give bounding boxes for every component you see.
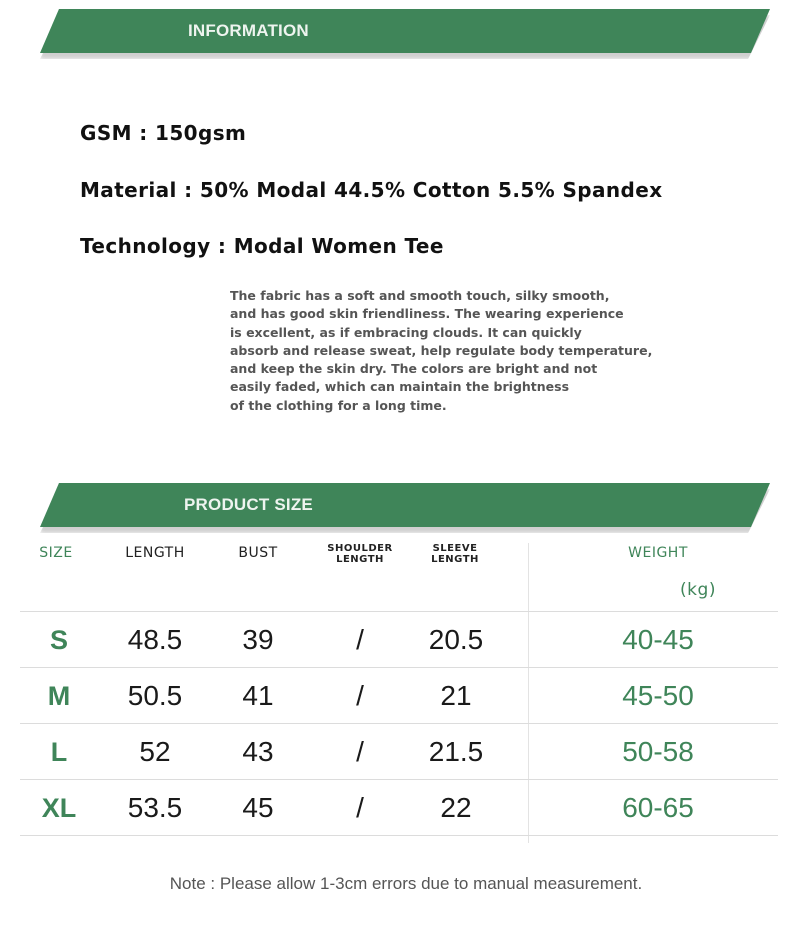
cell-weight: 45-50 [622, 680, 694, 711]
product-size-banner [40, 483, 770, 527]
cell-shoulder: / [356, 792, 364, 823]
description-line: The fabric has a soft and smooth touch, silky smooth, [230, 288, 610, 303]
cell-sleeve: 21 [440, 680, 472, 711]
cell-weight: 40-45 [622, 624, 694, 655]
size-row-s [0, 612, 800, 668]
spec-gsm: GSM : 150gsm [80, 121, 247, 145]
product-size-title: PRODUCT SIZE [184, 495, 313, 514]
cell-bust: 41 [242, 680, 274, 711]
cell-sleeve: 20.5 [428, 624, 484, 655]
description-line: and keep the skin dry. The colors are bright and not [230, 361, 598, 377]
header-sleeve-length [410, 543, 500, 565]
header-bust: BUST [238, 545, 278, 561]
cell-shoulder: / [356, 624, 364, 655]
measurement-note: Note : Please allow 1-3cm errors due to manual measurement. [169, 874, 643, 893]
description-line: and has good skin friendliness. The wearing experience [230, 306, 624, 322]
header-shoulder-length [315, 543, 405, 565]
information-title: INFORMATION [188, 21, 309, 40]
cell-size: XL [41, 792, 77, 823]
cell-size: L [50, 736, 68, 767]
size-row-m [0, 668, 800, 724]
cell-bust: 39 [242, 624, 274, 655]
description-line: absorb and release sweat, help regulate body temperature, [230, 342, 653, 358]
size-row-l [0, 724, 800, 780]
header-length: LENGTH [125, 545, 185, 561]
spec-technology: Technology : Modal Women Tee [80, 234, 444, 258]
spec-material: Material : 50% Modal 44.5% Cotton 5.5% Spandex [80, 178, 663, 202]
description-line: is excellent, as if embracing clouds. It can quickly [230, 324, 582, 340]
header-shoulder-line2: LENGTH [336, 554, 384, 565]
header-weight-unit: (kg) [680, 580, 716, 600]
cell-length: 53.5 [127, 792, 183, 823]
cell-bust: 43 [242, 736, 274, 767]
cell-shoulder: / [356, 680, 364, 711]
cell-sleeve: 22 [440, 792, 472, 823]
cell-size: M [47, 680, 71, 711]
header-sleeve-line2: LENGTH [431, 554, 479, 565]
information-banner [40, 9, 770, 53]
description-line: of the clothing for a long time. [230, 397, 447, 413]
cell-bust: 45 [242, 792, 274, 823]
fabric-description [230, 287, 680, 415]
cell-length: 50.5 [127, 680, 183, 711]
cell-sleeve: 21.5 [428, 736, 484, 767]
header-size: SIZE [39, 545, 73, 561]
cell-weight: 50-58 [622, 736, 694, 767]
header-sleeve-line1: SLEEVE [432, 543, 478, 554]
size-row-xl [0, 780, 800, 836]
header-weight: WEIGHT [628, 545, 688, 561]
banner-bar [40, 483, 770, 527]
cell-shoulder: / [356, 736, 364, 767]
cell-weight: 60-65 [622, 792, 694, 823]
cell-length: 52 [139, 736, 171, 767]
banner-bar [40, 9, 770, 53]
cell-length: 48.5 [127, 624, 183, 655]
header-shoulder-line1: SHOULDER [327, 543, 393, 554]
cell-size: S [49, 624, 68, 655]
description-line: easily faded, which can maintain the brightness [230, 379, 570, 395]
